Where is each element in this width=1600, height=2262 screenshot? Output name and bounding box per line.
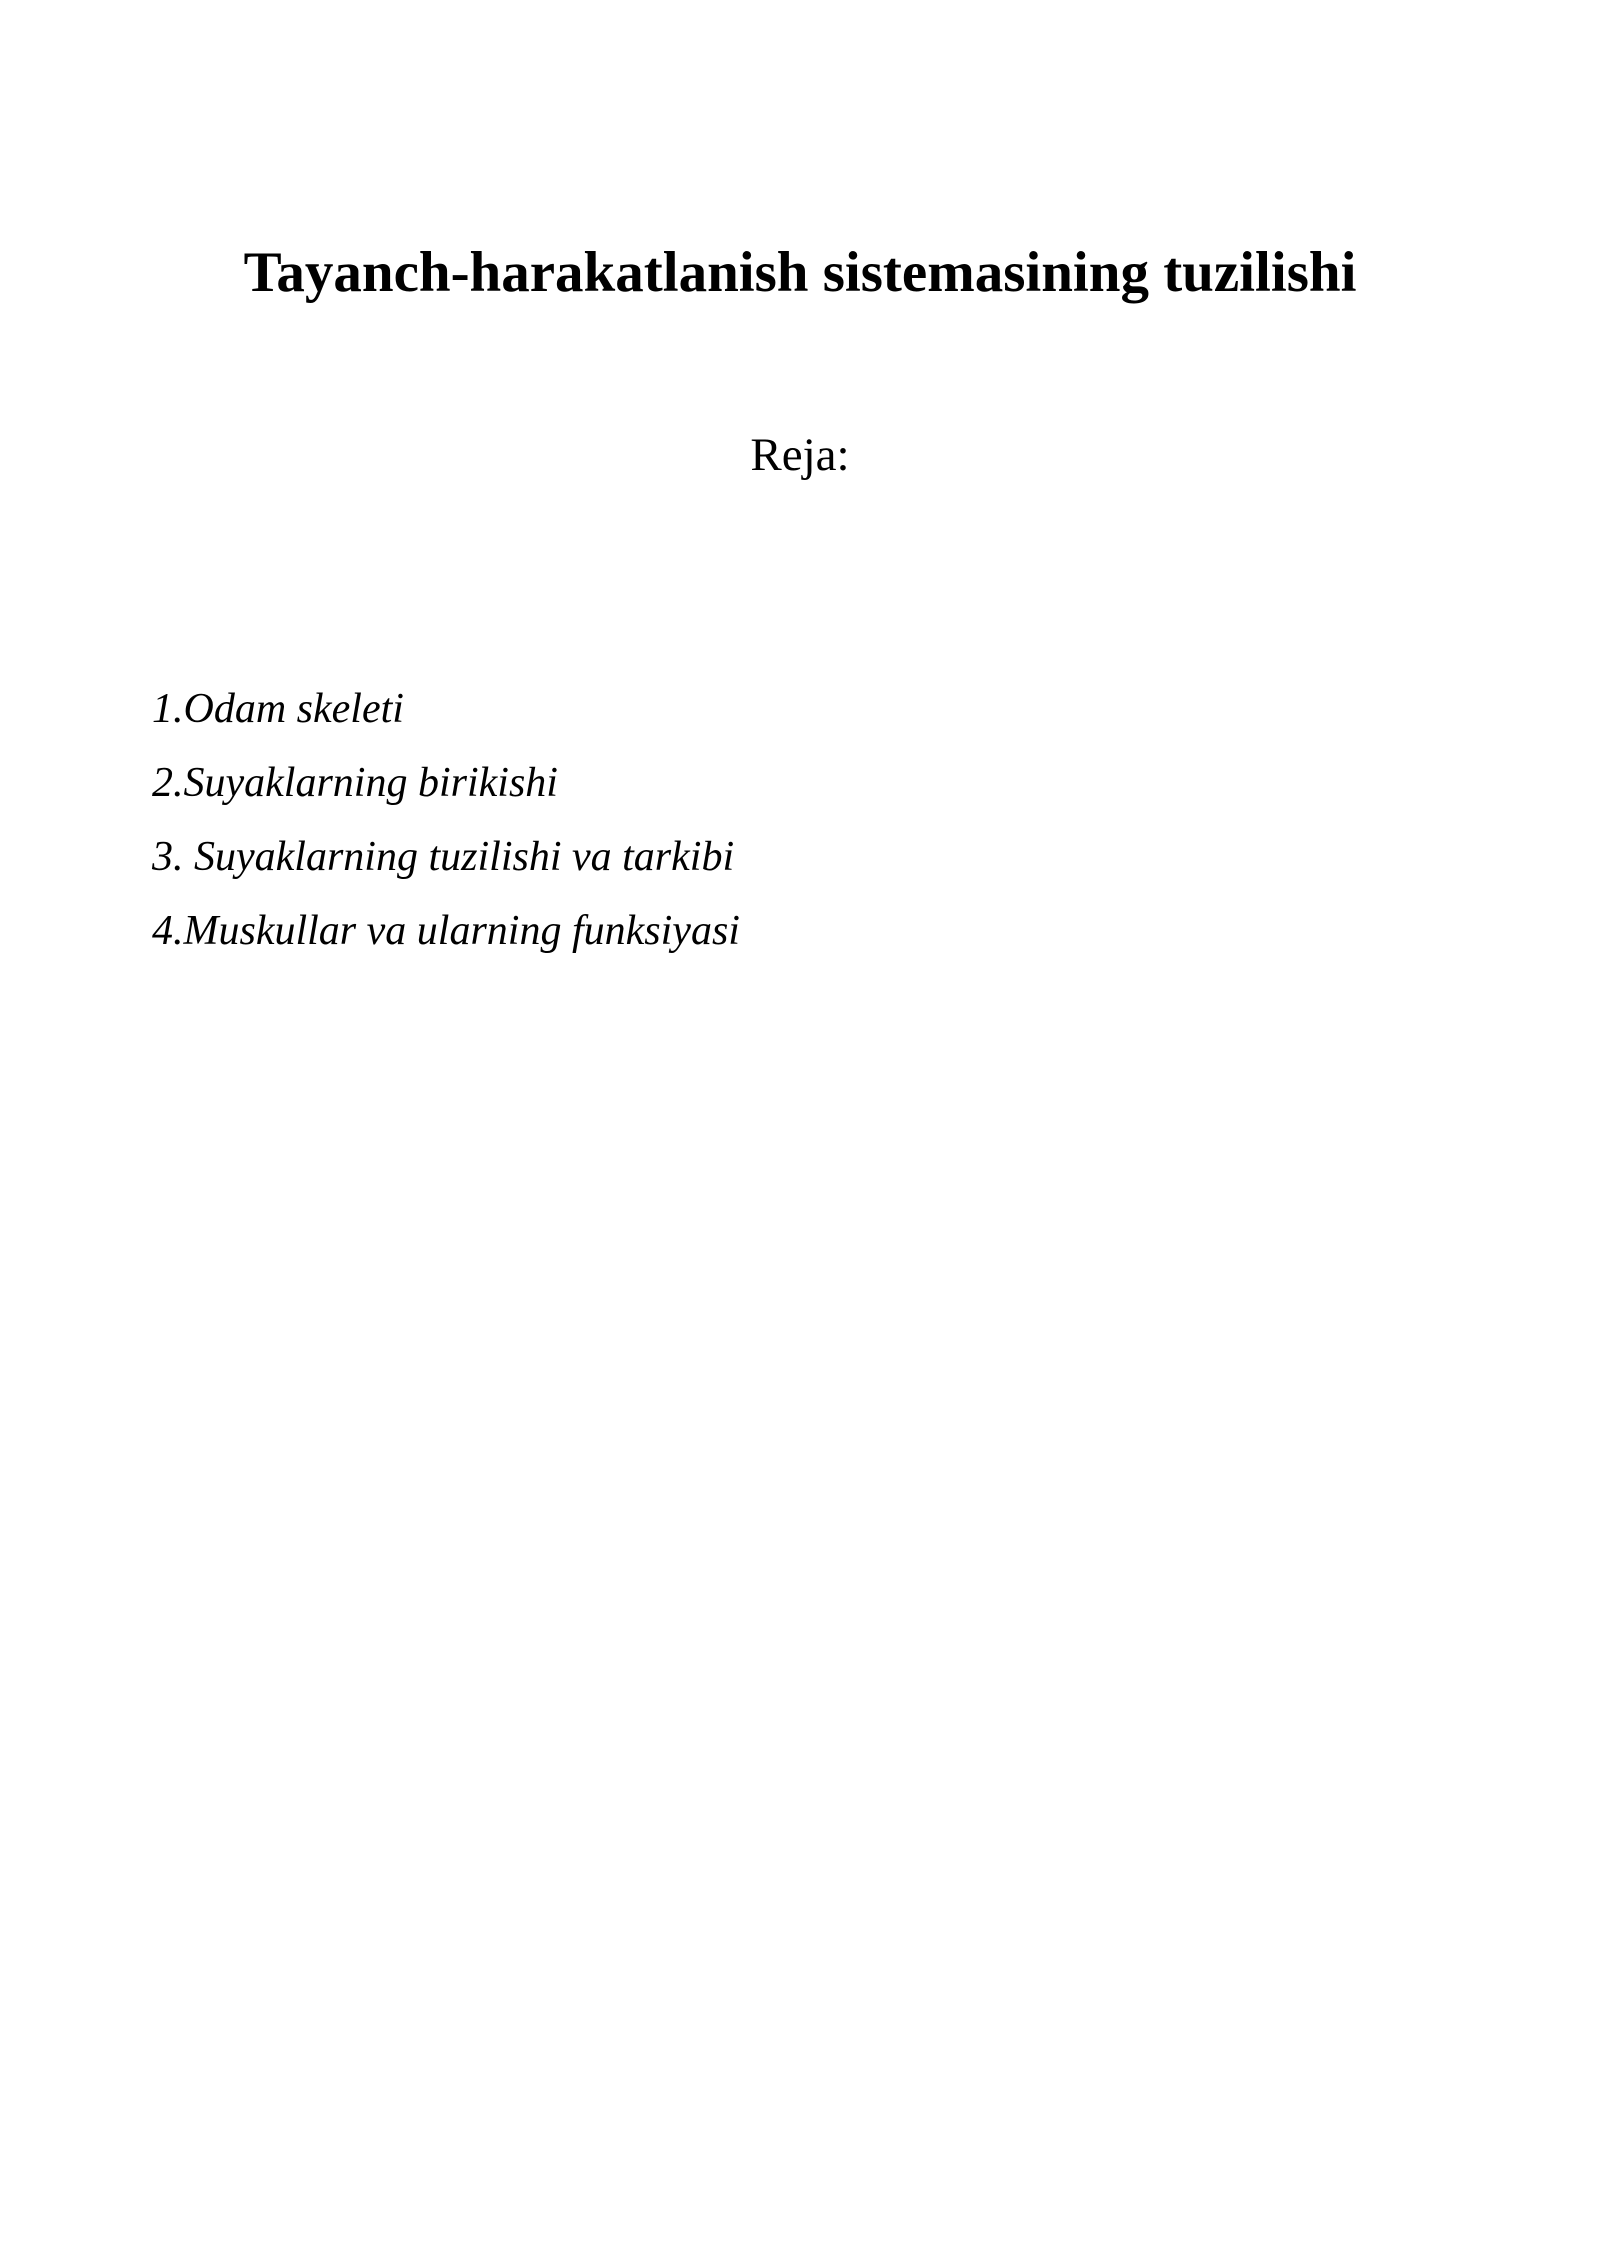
plan-list (152, 672, 740, 968)
plan-item-1: 1.Odam skeleti (152, 686, 404, 732)
plan-item-2: 2.Suyaklarning birikishi (152, 760, 558, 806)
plan-heading: Reja: (750, 429, 850, 481)
plan-item-3: 3. Suyaklarning tuzilishi va tarkibi (152, 834, 735, 880)
document-title: Tayanch-harakatlanish sistemasining tuzilishi (243, 241, 1357, 304)
plan-item-4: 4.Muskullar va ularning funksiyasi (152, 908, 740, 954)
